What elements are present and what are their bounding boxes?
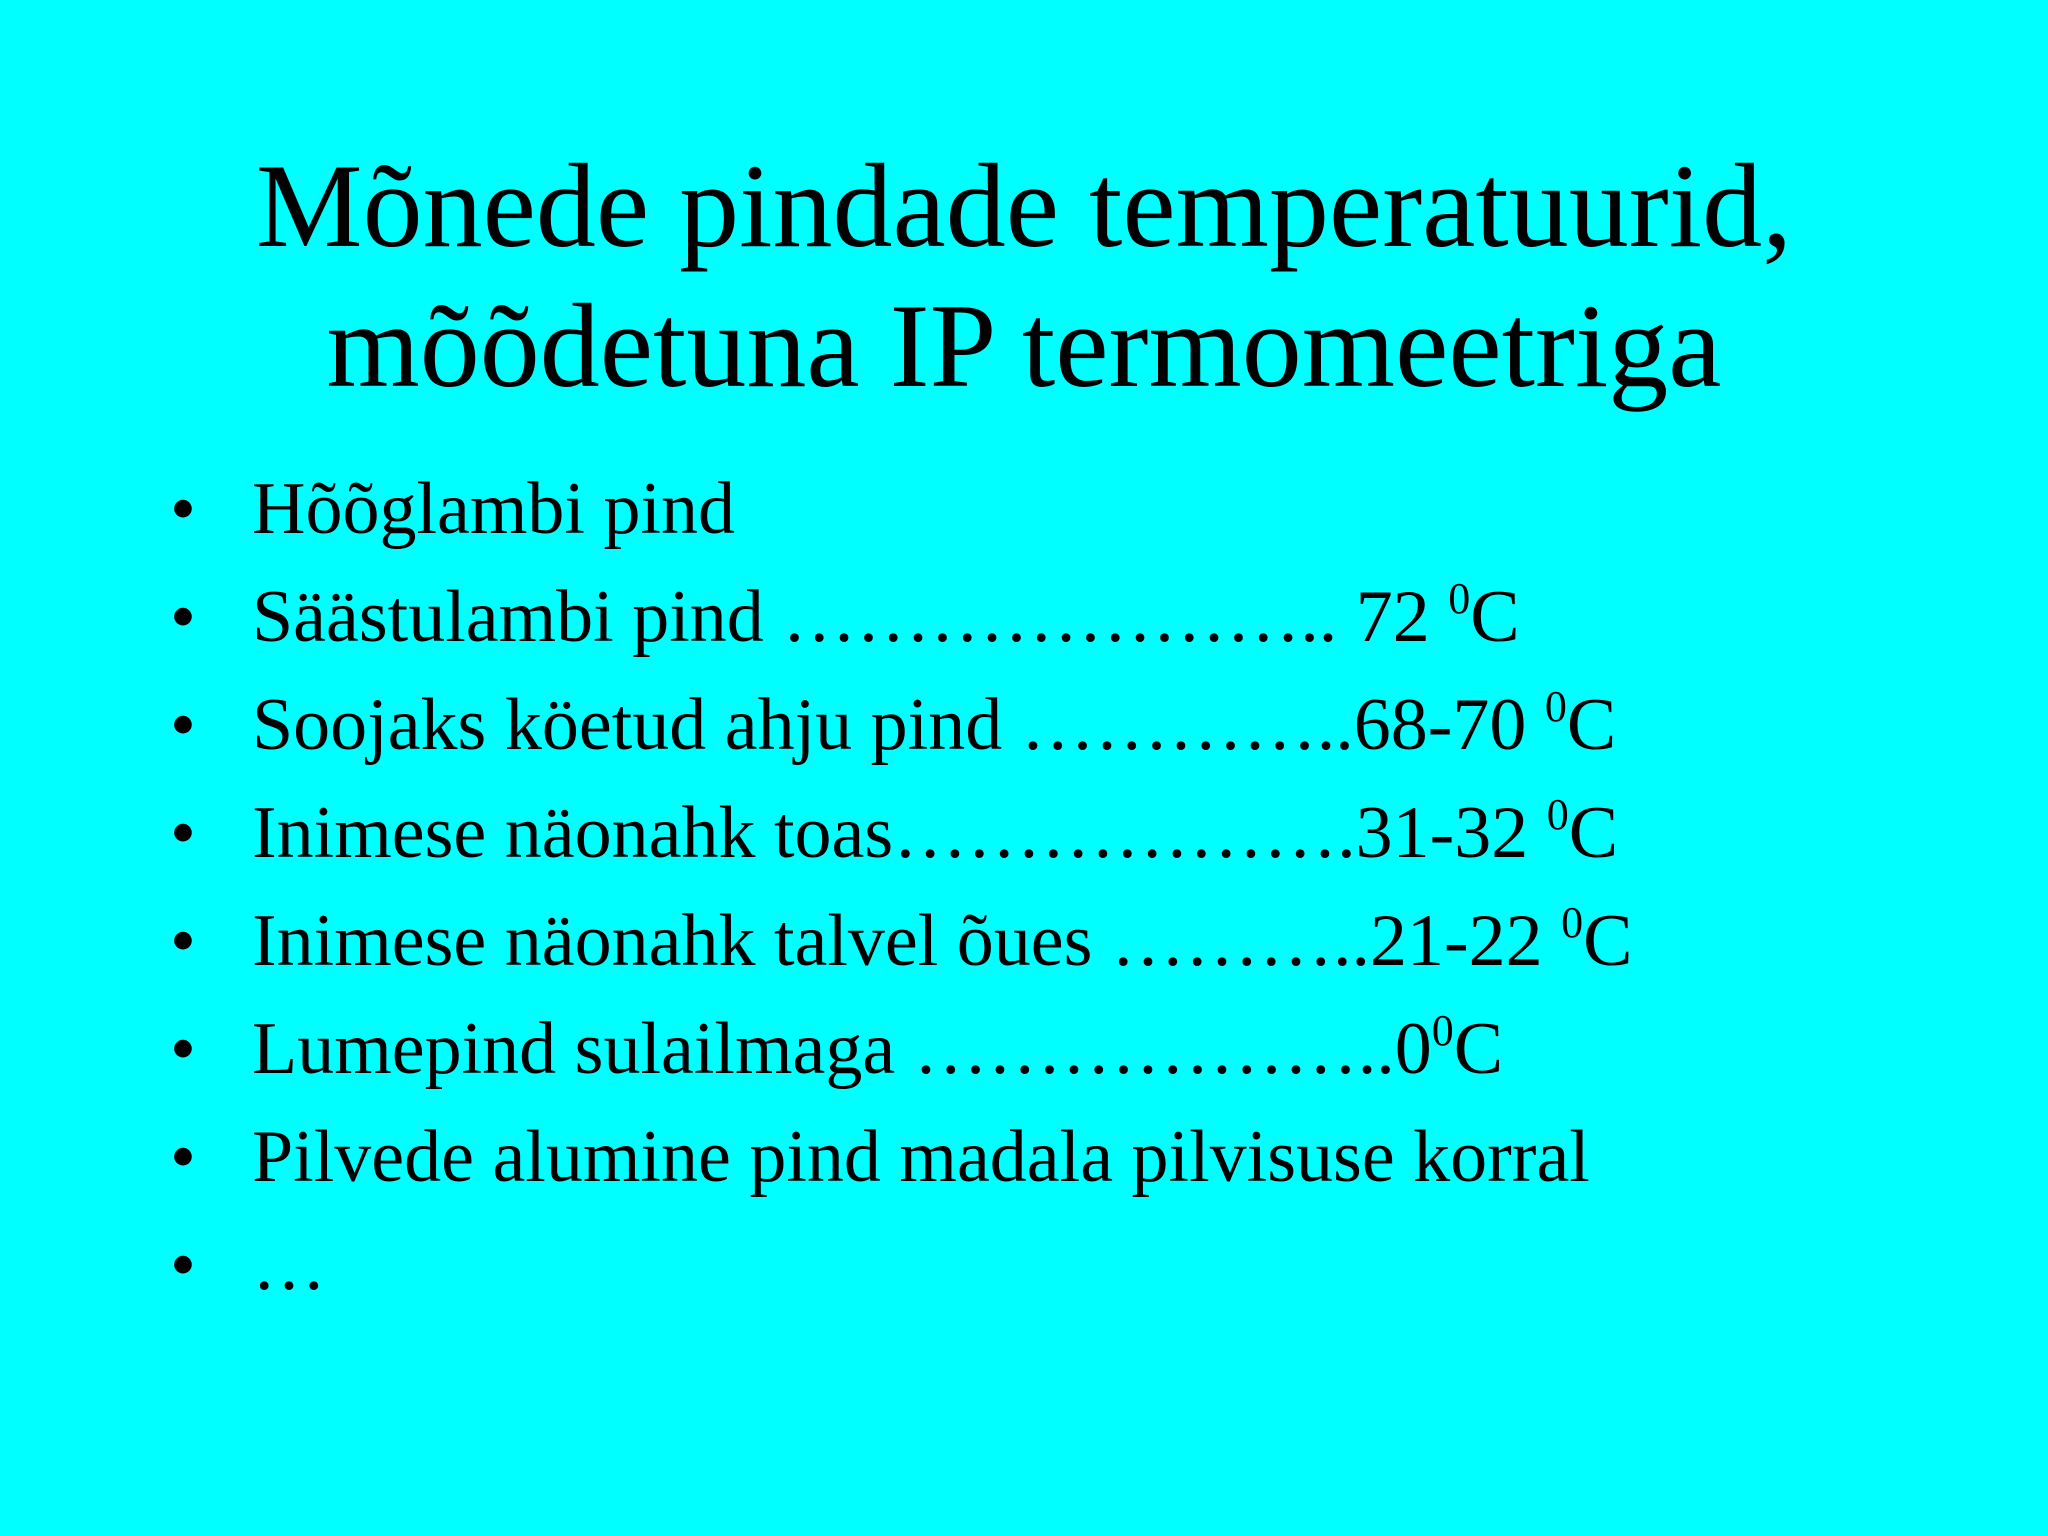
bullet-dot: •	[170, 1224, 196, 1306]
bullet-text: Inimese näonahk toas……………….31-32	[252, 792, 1547, 874]
bullet-dot: •	[170, 468, 196, 550]
unit-label: C	[1453, 1008, 1504, 1090]
bullet-text: Hõõglambi pind	[252, 468, 736, 550]
bullet-dot: •	[170, 1116, 196, 1198]
bullet-text: Lumepind sulailmaga ………………..0	[252, 1008, 1432, 1090]
bullet-text: Säästulambi pind ………………….. 72	[252, 576, 1449, 658]
bullet-dot: •	[170, 576, 196, 658]
degree-superscript: 0	[1561, 898, 1584, 947]
bullet-item-stove	[170, 671, 1632, 779]
bullet-text: Pilvede alumine pind madala pilvisuse korral	[252, 1116, 1590, 1198]
bullet-item-energy-saving-lamp	[170, 563, 1632, 671]
bullet-item-face-indoors	[170, 779, 1632, 887]
unit-label: C	[1583, 900, 1633, 982]
bullet-text: Inimese näonahk talvel õues ………..21-22	[252, 900, 1562, 982]
bullet-dot: •	[170, 792, 196, 874]
bullet-item-clouds	[170, 1103, 1632, 1211]
slide-title	[0, 136, 2048, 416]
title-line-1: Mõnede pindade temperatuurid,	[255, 139, 1793, 272]
degree-superscript: 0	[1448, 574, 1471, 623]
degree-superscript: 0	[1431, 1006, 1454, 1055]
unit-label: C	[1568, 792, 1619, 874]
degree-superscript: 0	[1544, 682, 1567, 731]
degree-superscript: 0	[1546, 790, 1569, 839]
bullet-dot: •	[170, 900, 196, 982]
bullet-dot: •	[170, 1008, 196, 1090]
bullet-list	[170, 455, 1632, 1319]
bullet-text: …	[252, 1224, 326, 1306]
title-line-2: mõõdetuna IP termomeetriga	[326, 279, 1722, 412]
bullet-text: Soojaks köetud ahju pind …………..68-70	[252, 684, 1545, 766]
bullet-item-ellipsis	[170, 1211, 1632, 1319]
bullet-dot: •	[170, 684, 196, 766]
bullet-item-snow	[170, 995, 1632, 1103]
unit-label: C	[1566, 684, 1617, 766]
bullet-item-incandescent	[170, 455, 1632, 563]
bullet-item-face-winter	[170, 887, 1632, 995]
unit-label: C	[1470, 576, 1520, 658]
